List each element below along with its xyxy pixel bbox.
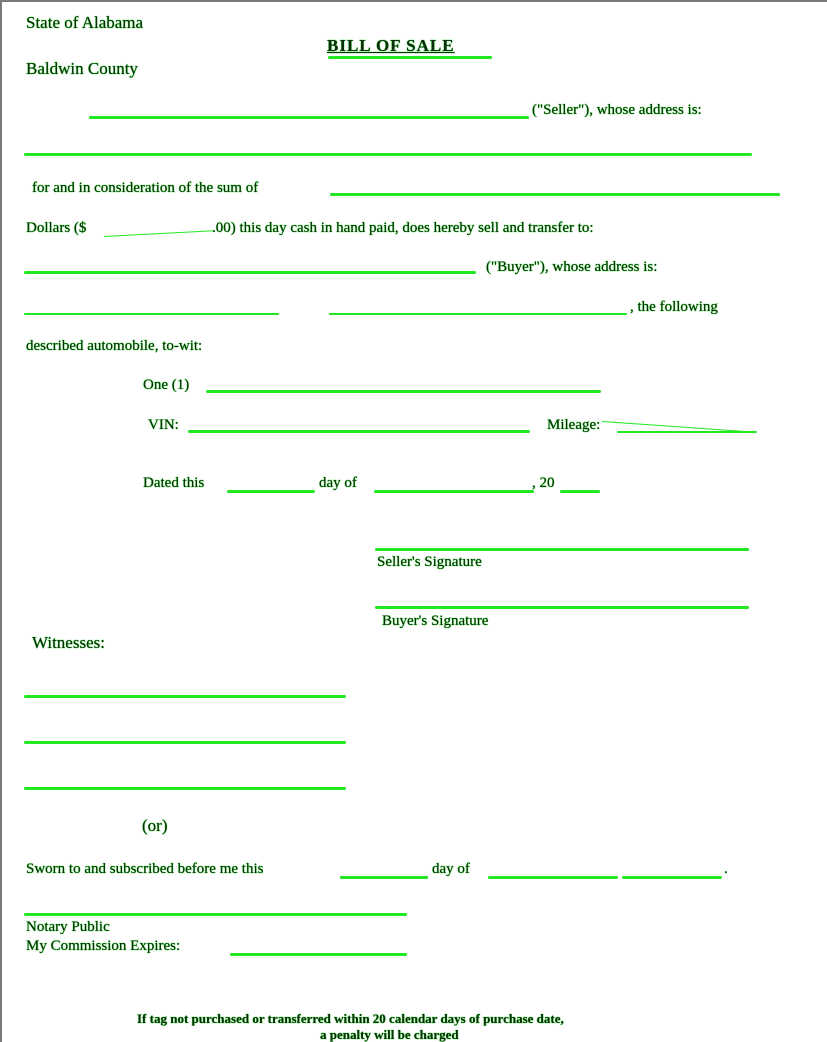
dated-prefix: Dated this [143,475,205,491]
seller-address-field[interactable] [24,153,752,156]
mileage-underline [617,431,757,433]
sworn-day-of: day of [432,861,470,877]
title-underline [328,56,492,59]
vin-field[interactable] [188,430,530,433]
buyer-address-field-1[interactable] [24,313,279,315]
one-label: One (1) [143,377,190,393]
consideration-text: for and in consideration of the sum of [32,180,259,196]
witness-field-3[interactable] [24,787,346,790]
the-following-text: , the following [630,299,718,315]
seller-signature-field[interactable] [375,548,749,551]
sworn-day-field[interactable] [340,876,428,879]
sworn-prefix: Sworn to and subscribed before me this [26,861,264,877]
dated-year-label: , 20 [532,475,555,491]
vehicle-description-field[interactable] [206,390,601,393]
dated-month-field[interactable] [374,490,534,493]
commission-expires-label: My Commission Expires: [26,938,181,954]
sworn-year-field[interactable] [622,876,722,879]
sworn-period: . [724,861,728,877]
dollars-suffix: .00) this day cash in hand paid, does hereby sell and transfer to: [212,220,594,236]
dated-year-field[interactable] [560,490,600,493]
buyer-signature-label: Buyer's Signature [382,613,489,629]
state-label: State of Alabama [26,13,144,32]
sworn-month-field[interactable] [488,876,618,879]
described-text: described automobile, to-wit: [26,338,203,354]
dated-day-field[interactable] [227,490,315,493]
sum-words-field[interactable] [330,193,780,196]
witness-field-1[interactable] [24,695,346,698]
notary-public-label: Notary Public [26,919,110,935]
commission-expires-field[interactable] [230,953,407,956]
buyer-signature-field[interactable] [375,606,749,609]
notary-signature-field[interactable] [24,913,407,916]
or-label: (or) [142,816,168,835]
buyer-address-field-2[interactable] [329,313,627,315]
buyer-name-field[interactable] [24,271,476,274]
footer-line-2: a penalty will be charged [320,1027,459,1042]
mileage-label: Mileage: [547,417,601,433]
footer-line-1: If tag not purchased or transferred within 20 calendar days of purchase date, [137,1011,564,1026]
dollars-prefix: Dollars ($ [26,220,87,236]
dated-day-of: day of [319,475,357,491]
buyer-clause: ("Buyer"), whose address is: [486,259,658,275]
document-title: BILL OF SALE [327,36,455,55]
county-label: Baldwin County [26,59,138,78]
witness-field-2[interactable] [24,741,346,744]
witnesses-label: Witnesses: [32,633,105,652]
dollar-amount-field[interactable] [104,230,214,237]
seller-signature-label: Seller's Signature [377,554,482,570]
vin-label: VIN: [148,417,179,433]
seller-name-field[interactable] [89,116,529,119]
seller-clause: ("Seller"), whose address is: [532,102,702,118]
